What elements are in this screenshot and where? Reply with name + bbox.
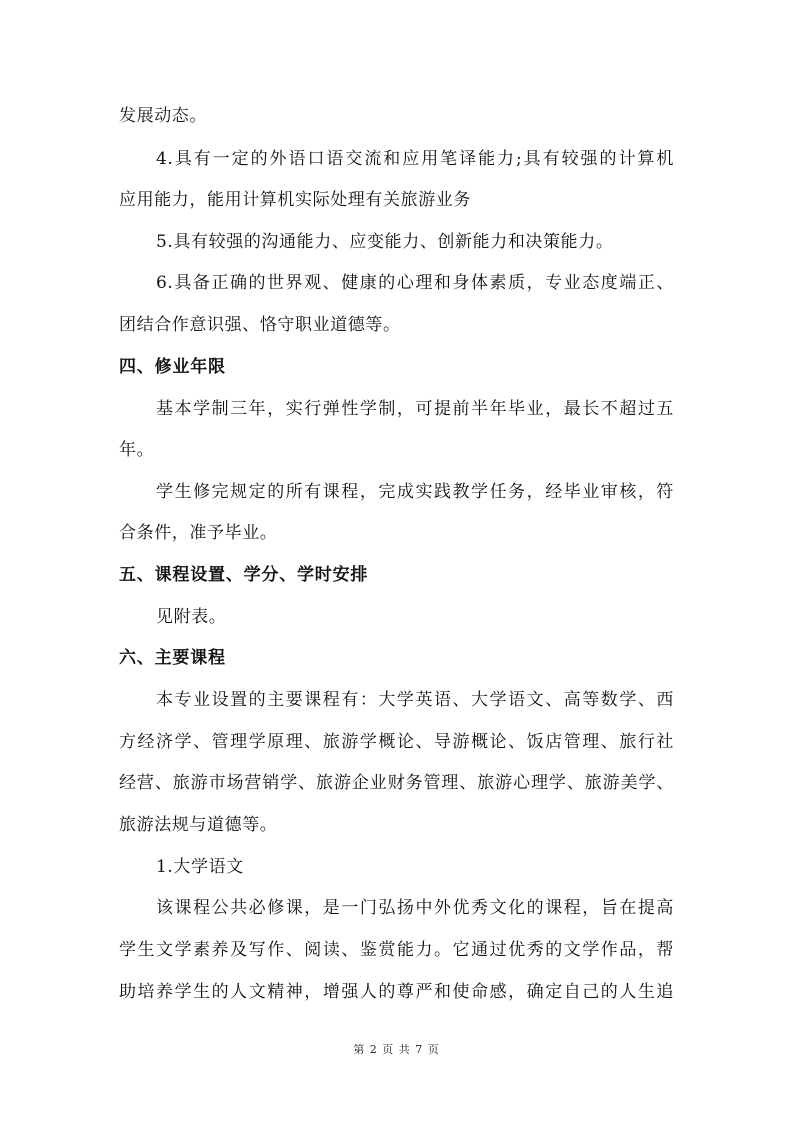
section-heading: 四、修业年限 — [119, 357, 226, 377]
text-line: 旅游法规与道德等。 — [119, 815, 278, 835]
subsection-title: 1.大学语文 — [156, 857, 244, 877]
text-line: 助培养学生的人文精神，增强人的尊严和使命感，确定自己的人生追 — [119, 982, 674, 1002]
text-line: 见附表。 — [156, 607, 227, 627]
text-line: 本专业设置的主要课程有：大学英语、大学语文、高等数学、西 — [156, 690, 674, 710]
text-line: 学生修完规定的所有课程，完成实践教学任务，经毕业审核，符 — [156, 482, 674, 502]
section-heading: 六、主要课程 — [119, 648, 226, 668]
text-line: 年。 — [119, 440, 155, 460]
text-line: 应用能力，能用计算机实际处理有关旅游业务 — [119, 190, 471, 210]
text-line: 方经济学、管理学原理、旅游学概论、导游概论、饭店管理、旅行社 — [119, 732, 674, 752]
page-number-footer: 第 2 页 共 7 页 — [353, 1043, 440, 1056]
text-line: 该课程公共必修课，是一门弘扬中外优秀文化的课程，旨在提高 — [156, 898, 674, 918]
section-heading: 五、课程设置、学分、学时安排 — [119, 565, 369, 585]
text-line: 合条件，准予毕业。 — [119, 523, 278, 543]
text-line: 团结合作意识强、恪守职业道德等。 — [119, 315, 401, 335]
text-line: 学生文学素养及写作、阅读、鉴赏能力。它通过优秀的文学作品，帮 — [119, 940, 674, 960]
text-line: 经营、旅游市场营销学、旅游企业财务管理、旅游心理学、旅游美学、 — [119, 773, 674, 793]
text-line: 发展动态。 — [119, 106, 207, 126]
text-line: 5.具有较强的沟通能力、应变能力、创新能力和决策能力。 — [156, 232, 614, 252]
text-line: 4.具有一定的外语口语交流和应用笔译能力;具有较强的计算机 — [156, 149, 674, 169]
text-line: 基本学制三年，实行弹性学制，可提前半年毕业，最长不超过五 — [156, 399, 674, 419]
text-line: 6.具备正确的世界观、健康的心理和身体素质，专业态度端正、 — [156, 273, 674, 293]
